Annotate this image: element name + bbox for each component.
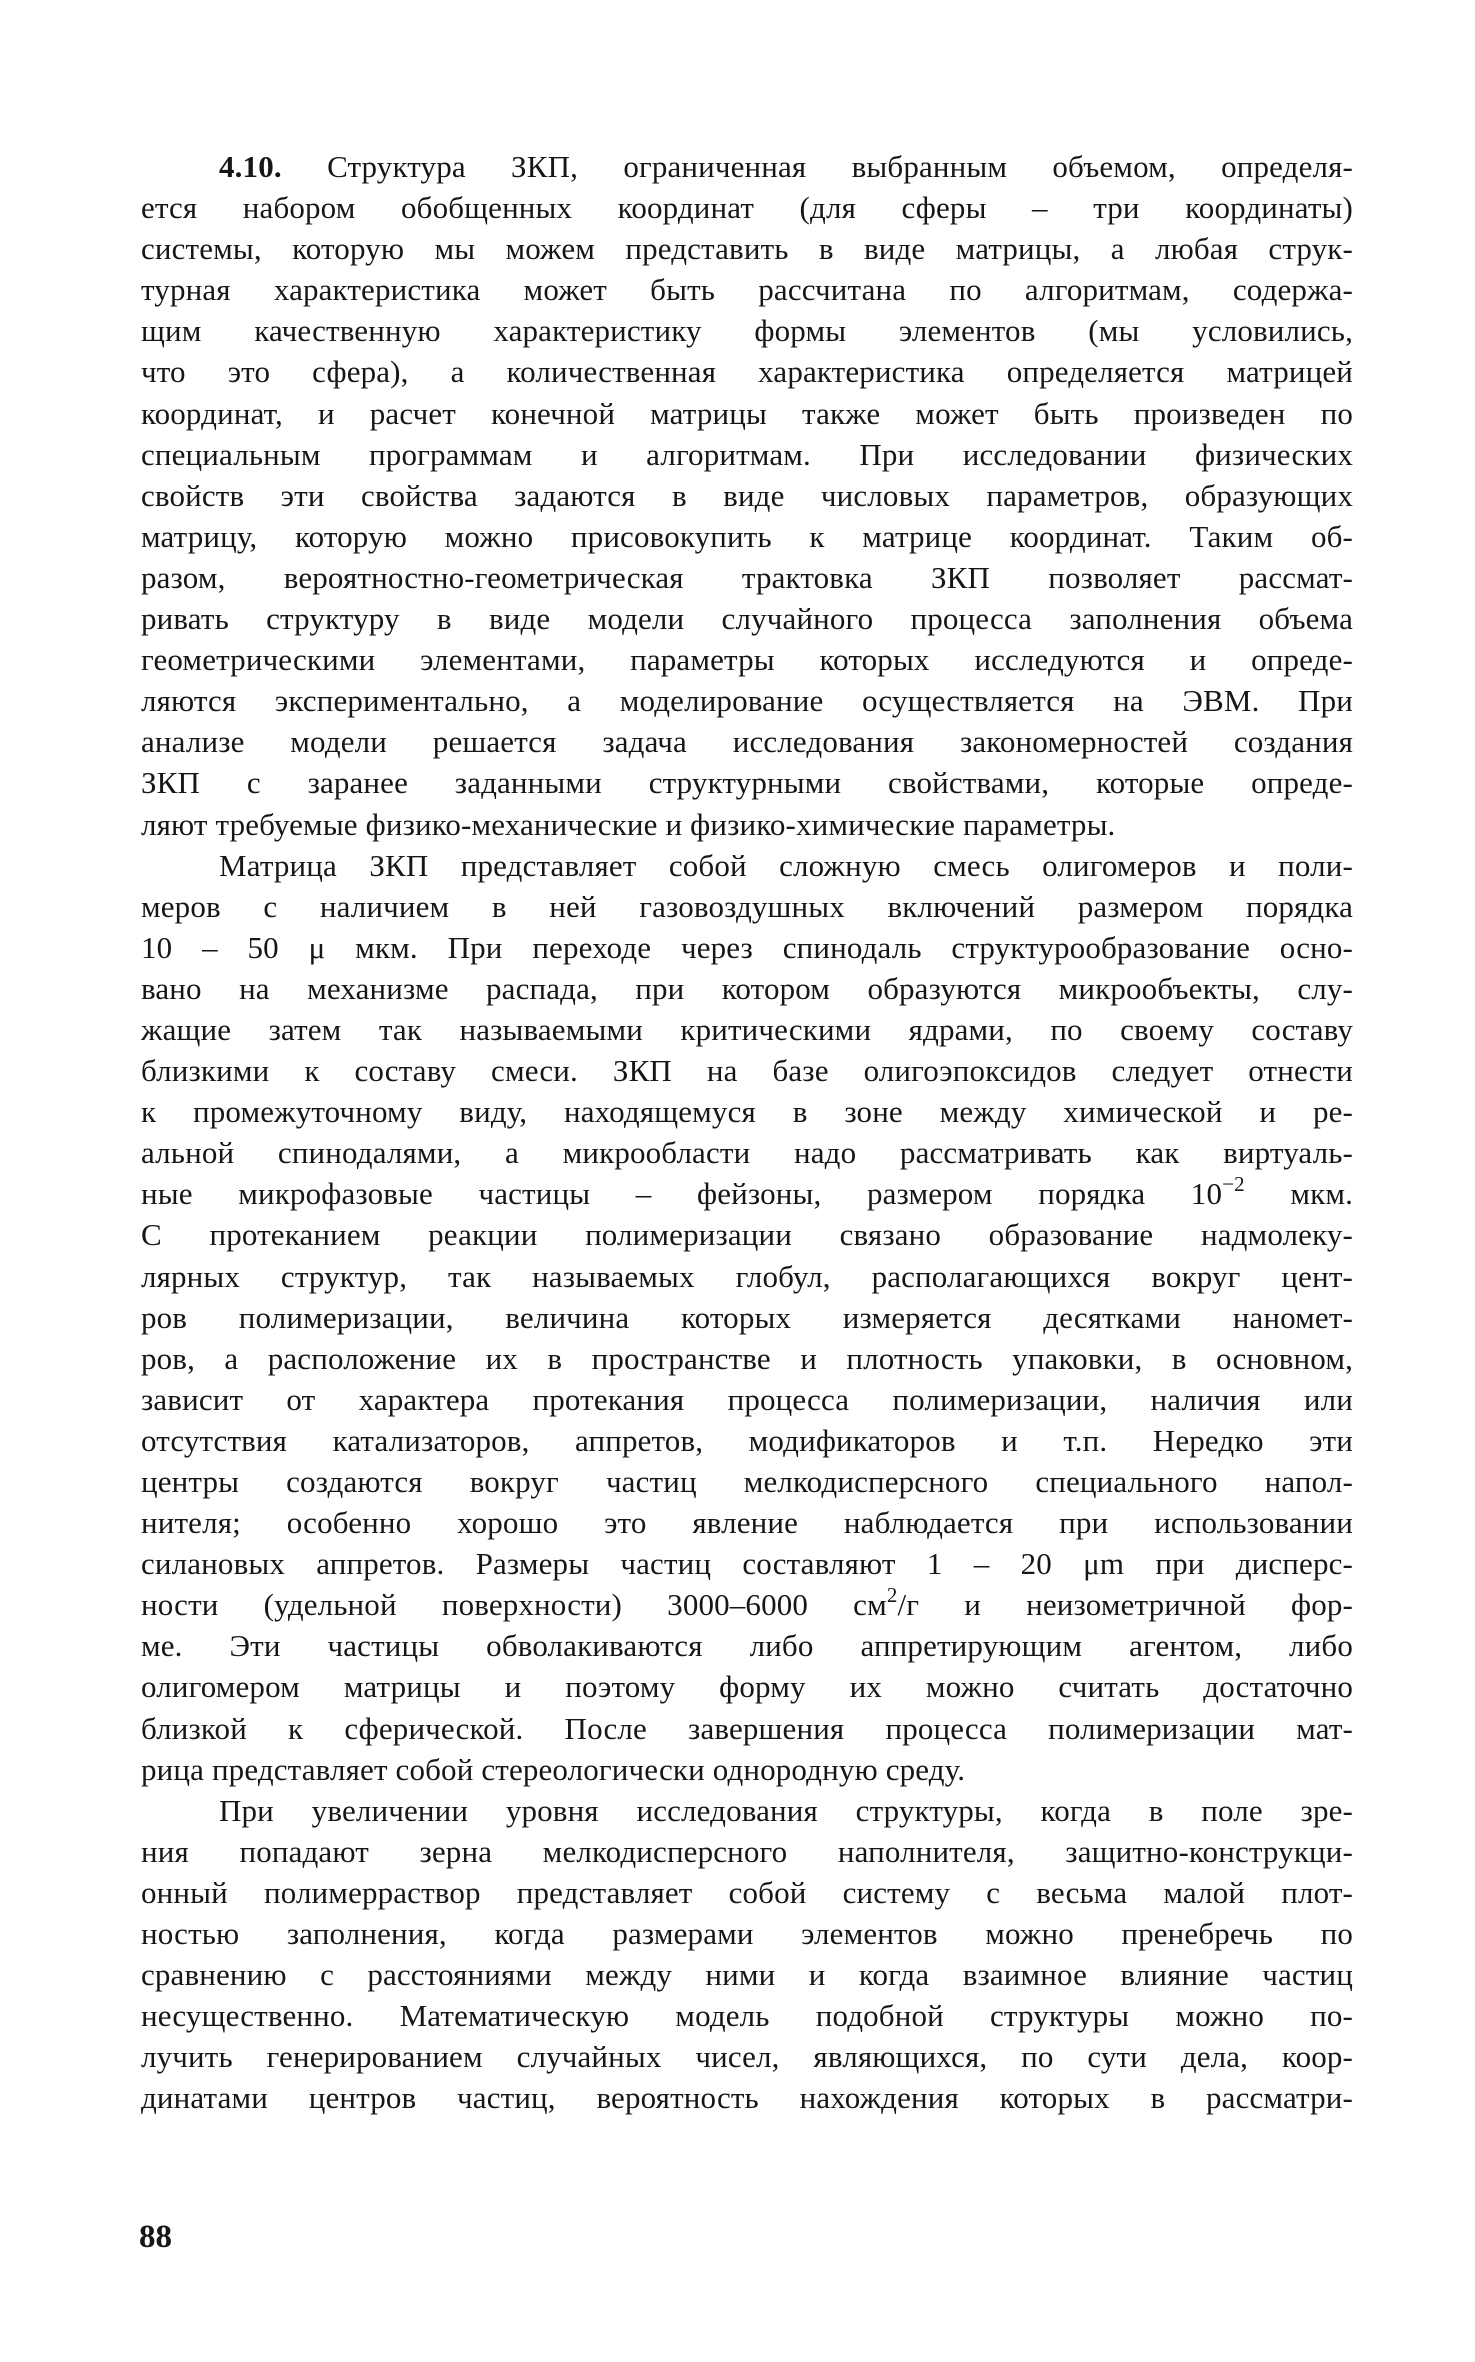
line-text: лучить генерированием случайных чисел, являющихся, по сути дела, коор- [141, 2039, 1353, 2075]
line-text: ров, а расположение их в пространстве и плотность упаковки, в основном, [141, 1340, 1353, 1376]
page-number: 88 [139, 2219, 172, 2255]
text-line [141, 1256, 1353, 1297]
line-text: вано на механизме распада, при котором образуются микрообъекты, слу- [141, 970, 1353, 1006]
text-line [141, 886, 1353, 927]
line-text: свойств эти свойства задаются в виде числовых параметров, образующих [141, 477, 1353, 513]
line-text: онный полимерраствор представляет собой систему с весьма малой плот- [141, 1874, 1353, 1910]
text-line [141, 475, 1353, 516]
line-text: рица представляет собой стереологически однородную среду. [141, 1751, 966, 1787]
line-text: ния попадают зерна мелкодисперсного наполнителя, защитно-конструкци- [141, 1833, 1353, 1869]
line-text: олигомером матрицы и поэтому форму их можно считать достаточно [141, 1669, 1353, 1705]
line-text: центры создаются вокруг частиц мелкодисперсного специального напол- [141, 1464, 1353, 1499]
text-line [141, 721, 1353, 762]
text-line [141, 1461, 1353, 1502]
text-line [141, 1379, 1353, 1420]
text-line [141, 434, 1353, 475]
text-line [141, 1009, 1353, 1050]
line-text: ется набором обобщенных координат (для сферы – три координаты) [141, 190, 1353, 226]
line-text: что это сфера), а количественная характеристика определяется матрицей [141, 354, 1353, 390]
text-line [141, 1420, 1353, 1461]
text-line [141, 269, 1353, 310]
text-line [141, 1543, 1353, 1584]
text-line [141, 393, 1353, 434]
line-text: альной спинодалями, а микрообласти надо рассматривать как виртуаль- [141, 1135, 1353, 1171]
superscript: −2 [1222, 1172, 1245, 1197]
text-line [141, 187, 1353, 228]
line-text: щим качественную характеристику формы элементов (мы условились, [141, 313, 1353, 349]
line-text: близкими к составу смеси. ЗКП на базе олигоэпоксидов следует отнести [141, 1053, 1353, 1089]
section-number: 4.10. [219, 149, 282, 184]
text-line [141, 516, 1353, 557]
line-text: меров с наличием в ней газовоздушных включений размером порядка [141, 888, 1353, 924]
text-line [141, 351, 1353, 392]
text-line [141, 557, 1353, 598]
line-text: анализе модели решается задача исследования закономерностей создания [141, 724, 1353, 760]
line-text: к промежуточному виду, находящемуся в зоне между химической и ре- [141, 1094, 1353, 1130]
line-text: специальным программам и алгоритмам. При исследовании физических [141, 436, 1353, 472]
text-line [141, 1297, 1353, 1338]
line-text: Матрица ЗКП представляет собой сложную смесь олигомеров и поли- [219, 847, 1353, 883]
text-line [141, 1502, 1353, 1543]
line-text: зависит от характера протекания процесса полимеризации, наличия или [141, 1381, 1353, 1417]
text-line [141, 1338, 1353, 1379]
superscript: 2 [886, 1583, 898, 1608]
line-text: При увеличении уровня исследования структуры, когда в поле зре- [219, 1792, 1353, 1828]
line-text: жащие затем так называемыми критическими ядрами, по своему составу [141, 1011, 1353, 1047]
text-line [141, 310, 1353, 351]
line-text-continued: мкм. [1244, 1176, 1354, 1212]
text-line [141, 1214, 1353, 1255]
text-line [141, 1708, 1353, 1749]
text-line [141, 1173, 1353, 1214]
line-text: ЗКП с заранее заданными структурными свойствами, которые опреде- [141, 765, 1353, 801]
text-line [141, 680, 1353, 721]
line-text: системы, которую мы можем представить в виде матрицы, а любая струк- [141, 231, 1353, 267]
text-line [141, 2077, 1353, 2118]
text-line [141, 1584, 1353, 1625]
line-text: разом, вероятностно-геометрическая трактовка ЗКП позволяет рассмат- [141, 559, 1353, 595]
line-text: ности (удельной поверхности) 3000–6000 см [141, 1587, 887, 1623]
line-text: матрицу, которую можно присовокупить к матрице координат. Таким об- [141, 518, 1353, 554]
line-text: лярных структур, так называемых глобул, располагающихся вокруг цент- [141, 1258, 1353, 1294]
text-line [141, 762, 1353, 803]
text-line [141, 1831, 1353, 1872]
text-line [141, 598, 1353, 639]
text-line [141, 845, 1353, 886]
text-line [141, 1872, 1353, 1913]
line-text: геометрическими элементами, параметры которых исследуются и опреде- [141, 642, 1353, 678]
line-text-continued: /г и неизометричной фор- [897, 1587, 1353, 1623]
line-text: сравнению с расстояниями между ними и когда взаимное влияние частиц [141, 1957, 1353, 1993]
line-text: С протеканием реакции полимеризации связано образование надмолеку- [141, 1217, 1353, 1253]
line-text: 10 – 50 μ мкм. При переходе через спинодаль структурообразование осно- [141, 929, 1353, 965]
text-line [141, 1625, 1353, 1666]
text-line [141, 1749, 1353, 1790]
text-line [141, 1666, 1353, 1707]
line-text: Структура ЗКП, ограниченная выбранным объемом, определя- [327, 149, 1353, 184]
line-text: близкой к сферической. После завершения процесса полимеризации мат- [141, 1710, 1353, 1746]
text-line [141, 927, 1353, 968]
text-line [141, 1091, 1353, 1132]
text-line [141, 1954, 1353, 1995]
line-text: динатами центров частиц, вероятность нахождения которых в рассматри- [141, 2080, 1353, 2116]
line-text: нителя; особенно хорошо это явление наблюдается при использовании [141, 1505, 1353, 1541]
line-text: турная характеристика может быть рассчитана по алгоритмам, содержа- [141, 272, 1353, 308]
text-line [141, 1790, 1353, 1831]
text-line [141, 804, 1353, 845]
line-text: силановых аппретов. Размеры частиц составляют 1 – 20 μm при дисперс- [141, 1546, 1353, 1582]
body-text [141, 146, 1353, 2119]
line-text: ривать структуру в виде модели случайного процесса заполнения объема [141, 601, 1353, 637]
line-text: координат, и расчет конечной матрицы также может быть произведен по [141, 395, 1353, 431]
line-text: ляют требуемые физико-механические и физико-химические параметры. [141, 806, 1116, 842]
line-text: ров полимеризации, величина которых измеряется десятками наномет- [141, 1299, 1353, 1335]
text-line [141, 1132, 1353, 1173]
text-line [141, 639, 1353, 680]
line-text: ляются экспериментально, а моделирование осуществляется на ЭВМ. При [141, 683, 1353, 719]
text-line [141, 228, 1353, 269]
line-text: ные микрофазовые частицы – фейзоны, размером порядка 10 [141, 1176, 1223, 1212]
text-line [141, 968, 1353, 1009]
line-text: отсутствия катализаторов, аппретов, модификаторов и т.п. Нередко эти [141, 1422, 1353, 1458]
line-text: несущественно. Математическую модель подобной структуры можно по- [141, 1998, 1353, 2034]
text-line [141, 146, 1353, 187]
line-text: ностью заполнения, когда размерами элементов можно пренебречь по [141, 1916, 1353, 1952]
line-text: ме. Эти частицы обволакиваются либо аппретирующим агентом, либо [141, 1628, 1353, 1664]
text-line [141, 1913, 1353, 1954]
text-line [141, 2036, 1353, 2077]
text-line [141, 1995, 1353, 2036]
text-line [141, 1050, 1353, 1091]
